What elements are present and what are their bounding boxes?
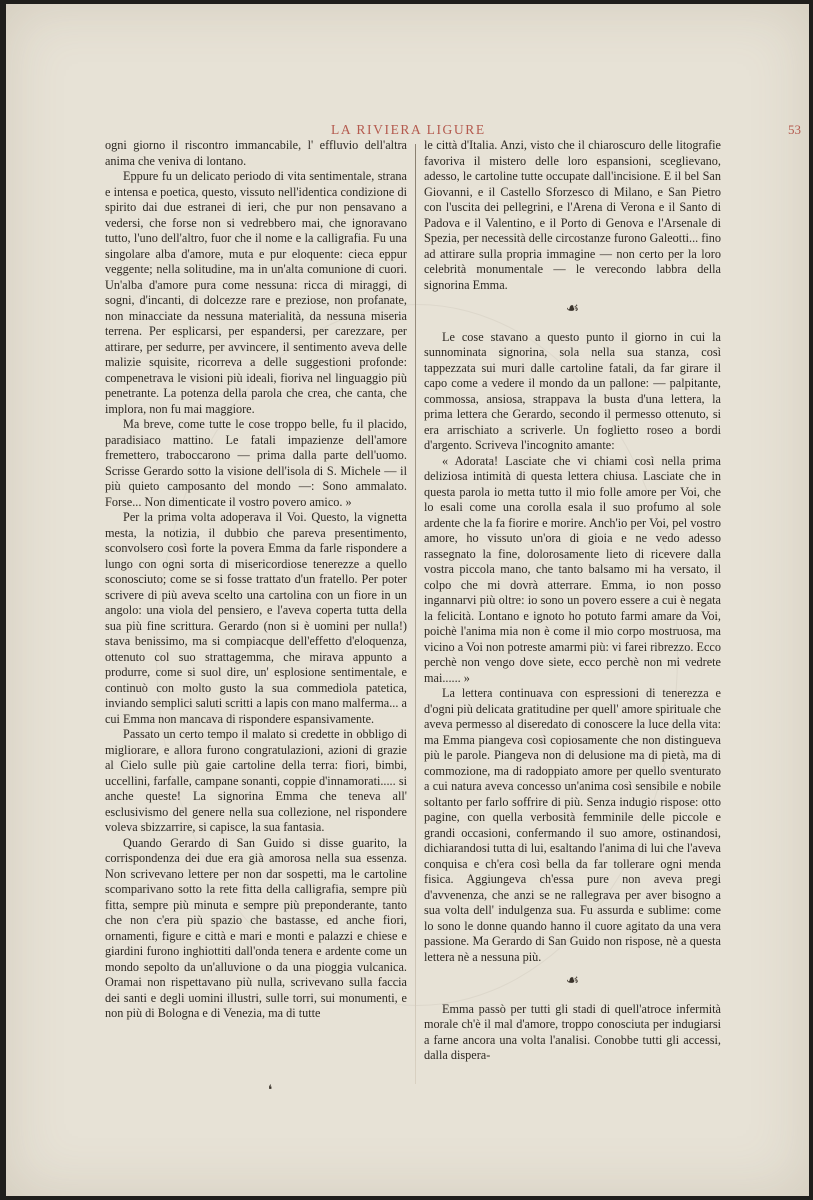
book-page	[6, 4, 809, 1196]
paragraph: Emma passò per tutti gli stadi di quell'atroce infermità morale ch'è il mal d'amore, troppo conosciuta per indugiarsi a farne ancora una volta l'analisi. Conobbe tutti gli accessi, dalla dispera-	[424, 1001, 721, 1062]
paragraph: Passato un certo tempo il malato si credette in obbligo di migliorare, e allora furono congratulazioni, azioni di grazie al Cielo sulle più gaie cartoline della terra: fiori, bimbi, uccellini, farfalle, campane sonanti, coppie d'innamorati..... si anche queste! La signorina Emma che teneva all' esclusivismo del genere nella sua collezione, nel rispondere voleva sbizzarrire, si capisce, la sua fantasia.	[105, 727, 407, 834]
paragraph: le città d'Italia. Anzi, visto che il chiaroscuro delle litografie favoriva il mistero delle loro espansioni, sceglievano, adesso, le cartoline tutte occupate dall'incisione. E il bel San Giovanni, e il Castello Sforzesco di Milano, e San Pietro con l'uscita dei pellegrini, e l'Arena di Verona e il Santo di Padova e il Valentino, e il Porto di Genova e l'Arsenale di Spezia, per necessità delle circostanze furono Galeotti... fino ad attirare sulla propria immagine — non certo per la loro celebrità monumentale — le verecondo labbra della signorina Emma.	[424, 138, 721, 292]
paragraph: Quando Gerardo di San Guido si disse guarito, la corrispondenza dei due era già amorosa nella sua essenza. Non scrivevano lettere per non dar sospetti, ma le cartoline scomparivano sotto la rete fitta della calligrafia, sempre più fitta, sempre più minuta e sempre più preponderante, tanto che non c'era più spazio che bastasse, ed anche fiori, ornamenti, figure e città e mari e monti e palazzi e chiese e giardini furono inghiottiti dall'onda tenera e ardente come un mondo sepolto da un'alluvione o da una pioggia vulcanica. Oramai non rispettavano più nulla, scrivevano sulla faccia dei santi e degli uomini illustri, sulle torri, sui monumenti, e non più di Bologna e di Venezia, ma di tutte	[105, 835, 407, 1020]
paragraph: ogni giorno il riscontro immancabile, l' effluvio dell'altra anima che veniva di lontano.	[105, 138, 407, 168]
paragraph: La lettera continuava con espressioni di tenerezza e d'ogni più delicata gratitudine per quell' amore spirituale che aveva permesso al diseredato di conoscere la luce della vita: ma Emma piangeva così copiosamente che non distingueva più le parole. Piangeva non di delusione ma di pietà, ma di commozione, ma di radoppiato amore per quello sventurato a cui natura aveva concesso un'anima così sensibile e nobile soltanto per farlo soffrire di più. Senza indugio rispose: otto pagine, con quella verbosità femminile delle piccole e grandi occasioni, confermando il suo amore, ostinandosi, dichiarandosi tutta di lui, esaltando l'anima di lui che l'aveva conquisa e ch'era così bella da far tollerare ogni menda fisica. Aggiungeva ch'essa pure non aveva pregi d'avvenenza, che anzi se ne rallegrava per aver bisogno a sua volta dell' indulgenza sua. Fu assurda e sublime: come lo sono le donne quando hanno il cuore agitato da una vera passione. Ma Gerardo di San Guido non rispose, nè a questa lettera nè a nessuna più.	[424, 686, 721, 964]
journal-title: LA RIVIERA LIGURE	[331, 122, 486, 137]
paragraph: Ma breve, come tutte le cose troppo belle, fu il placido, paradisiaco mattino. Le fatali impazienze dell'amore fremettero, traboccarono — prima dalla parte dell'uomo. Scrisse Gerardo sotto la visione dell'isola di S. Michele — il più quieto camposanto del mondo —: Sono ammalato. Forse... Non dimenticate il vostro povero amico. »	[105, 417, 407, 509]
paragraph: Le cose stavano a questo punto il giorno in cui la sunnominata signorina, sola nella sua stanza, così tappezzata sui muri dalle cartoline fatali, da far girare il capo come a vedere il mondo da un pallone: — palpitante, commossa, ansiosa, strappava la busta d'una lettera, la prima lettera che Gerardo, secondo il permesso ottenuto, si era arrischiato a scriverle. Un foglietto roseo a bordi d'argento. Scriveva l'incognito amante:	[424, 329, 721, 452]
paragraph: « Adorata! Lasciate che vi chiami così nella prima deliziosa intimità di questa lettera chiusa. Lasciate che in questa parola io metta tutto il mio folle amore per Voi, che lo esali come una corolla esala il suo profumo al sole ardente che la fa fiorire e morire. Anch'io per Voi, pel vostro amore, ho vissuto un'ora di gioia e ne vedo adesso rassegnato la fine, dolorosamente lieto di ricevere dalla vostra piccola mano, che tanto balsamo mi ha versato, il colpo che mi dovrà atterrare. Emma, io non posso ingannarvi più oltre: io sono un povero essere a cui è negata la felicità. Lontano e ignoto ho potuto farmi amare da Voi, poichè l'anima mia non è come il mio corpo mostruosa, ma vicino a Voi non potreste amarmi più: vi farei ribrezzo. Ecco perchè non vengo dove siete, ecco perchè non mi vedrete mai...... »	[424, 453, 721, 685]
fleuron-ornament-icon: ☙	[565, 301, 580, 317]
column-divider	[415, 144, 416, 1084]
paragraph: Eppure fu un delicato periodo di vita sentimentale, strana e intensa e poetica, questo, vissuto nell'identica condizione di spirito dai due estranei di ieri, che pur non pensavano a vedersi, che forse non si vedrebbero mai, che ignoravano tutto, l'uno dell'altro, fuor che il nome e la calligrafia. Fu una singolare alba d'amore, muta e pur eloquente: cieca eppur veggente; nella solitudine, ma in un'alta comunione di cuori. Un'alba d'amore pura come nessuna: ricca di miraggi, di sogni, d'incanti, di dolcezze rare e preziose, non profanate, non minacciate da nessuna materialità, da nessuna miseria terrena. Per esplicarsi, per espandersi, per carezzare, per attirare, per sedurre, per avvincere, il sentimento aveva delle malizie squisite, ricorreva a delle suggestioni profonde: compenetrava le visioni più ideali, fioriva nel linguaggio più penetrante. La potenza della parola che crea, che canta, che implora, non fu mai maggiore.	[105, 169, 407, 416]
fleuron-ornament-icon: ☙	[565, 973, 580, 989]
left-column	[105, 138, 407, 1098]
printer-mark-icon: ❛	[268, 1082, 273, 1097]
page-number: 53	[788, 122, 801, 137]
paragraph: Per la prima volta adoperava il Voi. Questo, la vignetta mesta, la notizia, il dubbio che pareva presentimento, sconvolsero così forte la povera Emma da farle rispondere a lungo con ogni sorta di misericordiose tenerezze a quello sconosciuto; come se si fosse trattato d'un fratello. Per poter scrivere di più aveva scelto una cartolina con un fiore in un angolo: una viola del pensiero, e l'aveva coperta tutta della sua più fine scrittura. Gerardo (non si è uomini per nulla!) stava benissimo, ma si compiacque dell'effetto d'eloquenza, ottenuto col suo strattagemma, che mirava appunto a produrre, come si suol dire, un' esplosione sentimentale, e continuò con molto gusto la sua commediola patetica, inviando semplici saluti scritti a lapis con mano malferma... a cui Emma non mancava di rispondere espansivamente.	[105, 510, 407, 726]
right-column	[424, 138, 721, 1098]
